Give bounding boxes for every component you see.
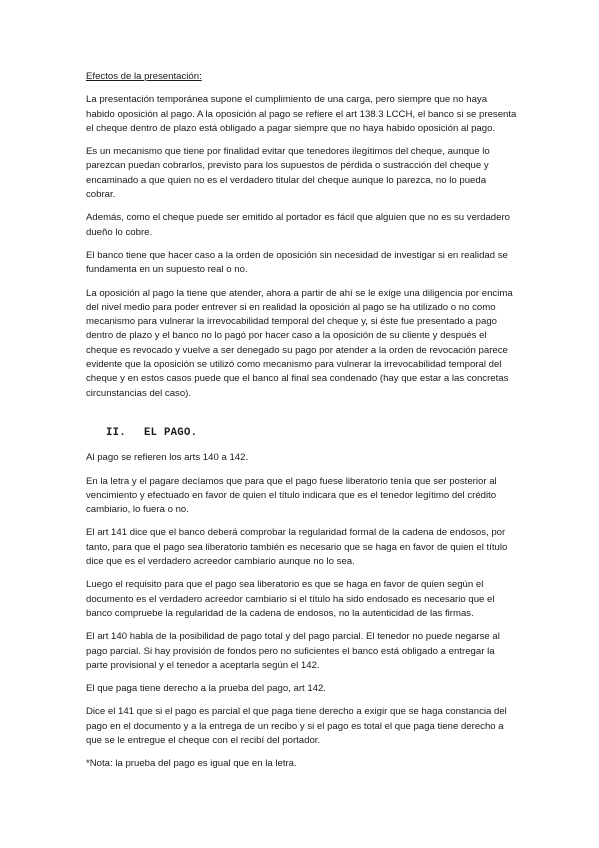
section-title-efectos: Efectos de la presentación: (86, 71, 202, 82)
paragraph: Luego el requisito para que el pago sea liberatorio es que se haga en favor de quien según el documento es el verdadero acreedor cambiario si el título ha sido endosado es necesario que el banco compruebe la regularidad de la cadena de endosos, no la autenticidad de las firmas. (86, 579, 495, 619)
paragraph: Dice el 141 que si el pago es parcial el que paga tiene derecho a exigir que se haga constancia del pago en el documento y a la entrega de un recibo y si el pago es total el que paga tiene derecho a que se le entregue el cheque con el recibí del portador. (86, 706, 507, 746)
paragraph: El que paga tiene derecho a la prueba del pago, art 142. (86, 683, 327, 695)
paragraph: Es un mecanismo que tiene por finalidad evitar que tenedores ilegítimos del cheque, aunque lo parezcan puedan cobrarlos, previsto para los supuestos de pérdida o sustracción del cheque y encaminado a que quien no es el verdadero titular del cheque aunque lo parezca, no lo pueda cobrar. (86, 146, 490, 201)
section-spacer (86, 410, 518, 426)
paragraph: La presentación temporánea supone el cumplimiento de una carga, pero siempre que no haya habido oposición al pago. A la oposición al pago se refiere el art 138.3 LCCH, el banco si se presenta el cheque dentro de plazo está obligado a pagar siempre que no haya habido oposición al pago. (86, 94, 517, 134)
paragraph: El art 140 habla de la posibilidad de pago total y del pago parcial. El tenedor no puede negarse al pago parcial. Si hay provisión de fondos pero no suficientes el banco está obligado a entregar la parte provisional y el tenedor a aceptarla según el 142. (86, 631, 500, 671)
paragraph: Al pago se refieren los arts 140 a 142. (86, 452, 249, 464)
note-paragraph: *Nota: la prueba del pago es igual que en la letra. (86, 758, 297, 770)
paragraph: Además, como el cheque puede ser emitido al portador es fácil que alguien que no es su verdadero dueño lo cobre. (86, 212, 510, 238)
paragraph: El banco tiene que hacer caso a la orden de oposición sin necesidad de investigar si en realidad se fundamenta en un supuesto real o no. (86, 249, 508, 276)
paragraph: En la letra y el pagare decíamos que para que el pago fuese liberatorio tenía que ser posterior al vencimiento y efectuado en favor de quien el título indicara que es el tenedor legítimo del crédito cambiario, lo fuera o no. (86, 475, 497, 516)
document-body (86, 70, 518, 781)
section-number: II. (106, 426, 126, 439)
section-heading-text: EL PAGO. (144, 426, 198, 439)
paragraph: El art 141 dice que el banco deberá comprobar la regularidad formal de la cadena de endosos, por tanto, para que el pago sea liberatorio también es necesario que se haga en favor de quien el título dice que es el verdadero acreedor cambiario aunque no lo sea. (86, 527, 508, 568)
section-heading-el-pago (86, 426, 518, 440)
paragraph: La oposición al pago la tiene que atender, ahora a partir de ahí se le exige una diligencia por encima del nivel medio para poder entrever si en realidad la oposición al pago se ha utilizado o no como mecanismo para vulnerar la irrevocabilidad temporal del cheque y, si éste fue presentado a pago dentro de plazo y el banco no lo pagó por hacer caso a la oposición de su cliente y después el cheque es revocado y vuelve a ser denegado su pago por atender a la orden de revocación parece evidente que la oposición se utilizó como mecanismo para vulnerar la irrevocabilidad temporal del cheque y en estos casos puede que el banco al final sea condenado (hay que estar a las concretas circunstancias del caso). (86, 287, 513, 399)
